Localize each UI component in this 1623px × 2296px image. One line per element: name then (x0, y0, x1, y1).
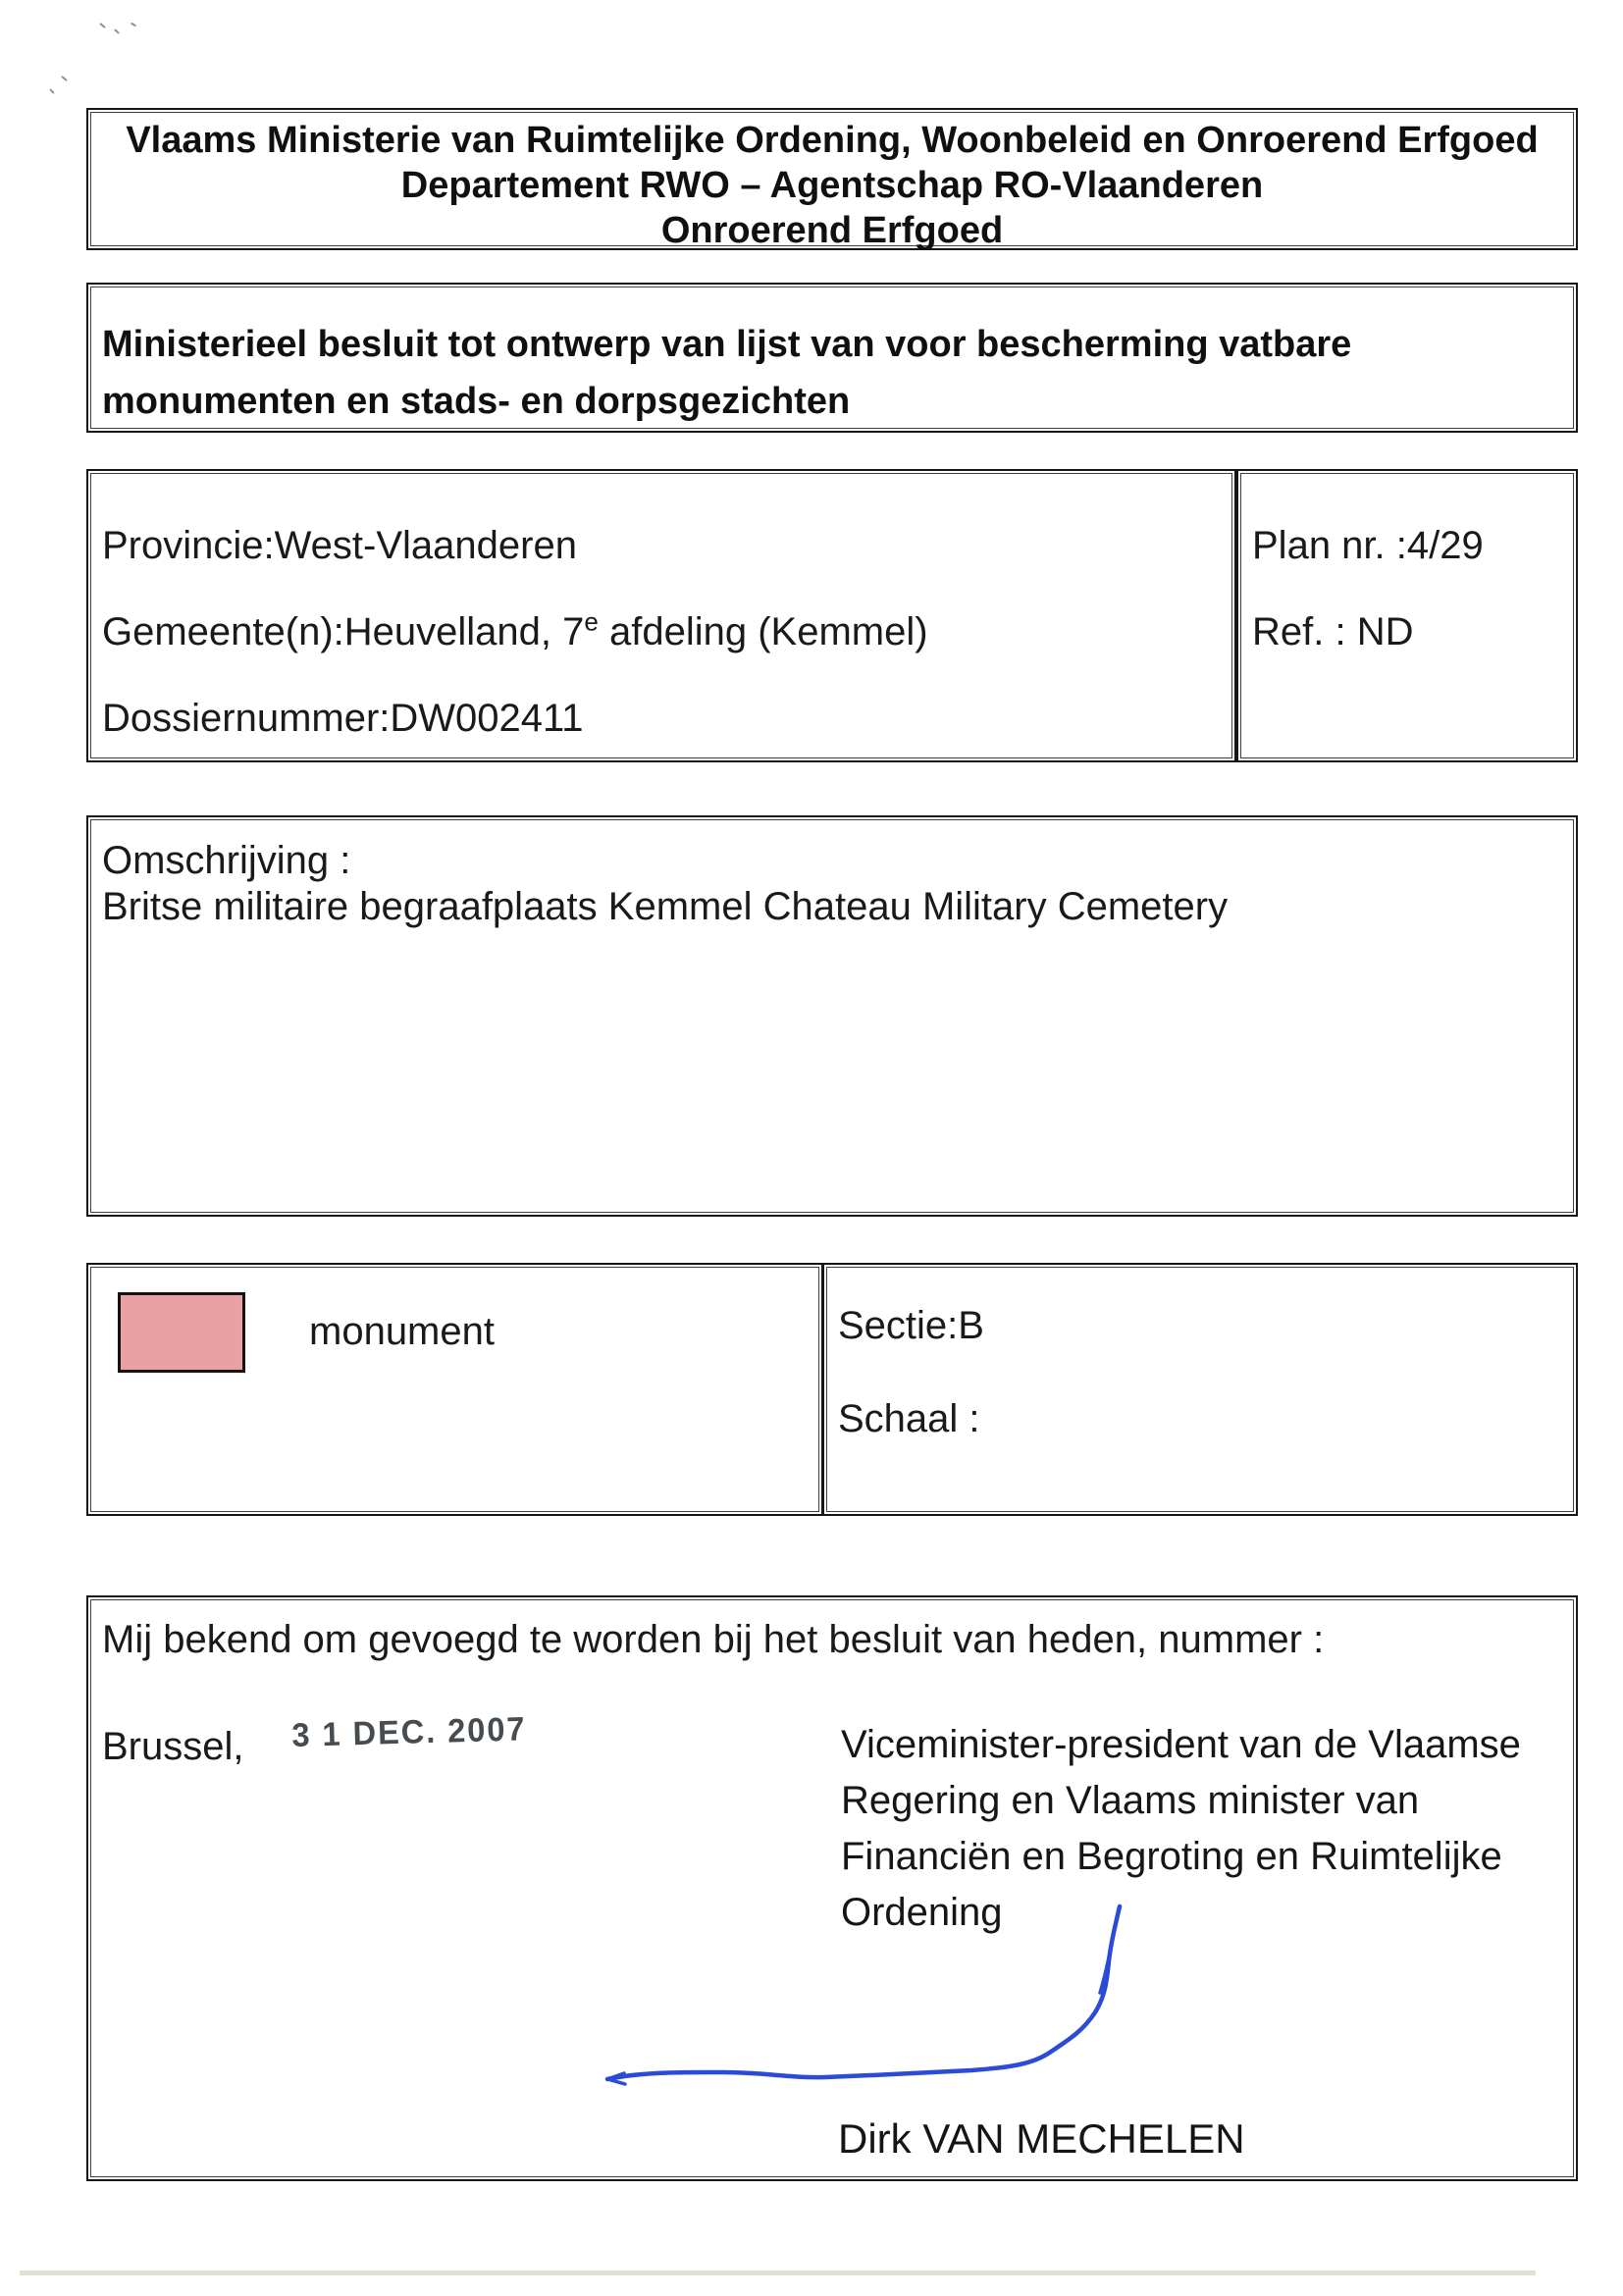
decree-title-line2: monumenten en stads- en dorpsgezichten (102, 381, 851, 422)
ref-field: Ref. : ND (1252, 610, 1414, 653)
omschrijving-box (86, 815, 1578, 1217)
legend-box (86, 1263, 823, 1516)
scan-artifact-line (20, 2270, 1536, 2275)
monument-color-swatch (118, 1292, 245, 1373)
gemeente-suffix: afdeling (Kemmel) (598, 610, 928, 653)
dossier-info-box (86, 469, 1236, 762)
place-label: Brussel, (102, 1725, 244, 1768)
gemeente-superscript: e (584, 606, 599, 637)
legend-label: monument (309, 1310, 495, 1353)
scan-speck (61, 76, 68, 81)
ministry-name: Vlaams Ministerie van Ruimtelijke Ordening, Woonbeleid en Onroerend Erfgoed (126, 120, 1539, 161)
minister-title-line2: Regering en Vlaams minister van (841, 1779, 1420, 1822)
minister-title-line4: Ordening (841, 1891, 1003, 1934)
scan-speck (131, 23, 136, 27)
closing-box (86, 1595, 1578, 2181)
date-stamp: 3 1 DEC. 2007 (290, 1710, 527, 1755)
omschrijving-value: Britse militaire begraafplaats Kemmel Chateau Military Cemetery (102, 885, 1229, 928)
agency-name: Onroerend Erfgoed (660, 210, 1004, 251)
decree-title-line1: Ministerieel besluit tot ontwerp van lijst van voor bescherming vatbare (102, 324, 1352, 365)
signer-name: Dirk VAN MECHELEN (838, 2115, 1245, 2162)
minister-title-line1: Viceminister-president van de Vlaamse (841, 1723, 1521, 1766)
dossiernummer-field: Dossiernummer:DW002411 (102, 697, 584, 740)
plan-ref-box (1236, 469, 1578, 762)
signature-stroke (607, 1906, 1120, 2079)
closing-statement: Mij bekend om gevoegd te worden bij het besluit van heden, nummer : (102, 1618, 1325, 1661)
decree-title-box (86, 283, 1578, 433)
scan-speck (49, 88, 55, 94)
gemeente-field (102, 608, 928, 655)
plan-nr-field: Plan nr. :4/29 (1252, 524, 1484, 567)
sectie-field: Sectie:B (838, 1304, 984, 1347)
provincie-field: Provincie:West-Vlaanderen (102, 524, 577, 567)
schaal-field: Schaal : (838, 1397, 980, 1440)
omschrijving-label: Omschrijving : (102, 839, 351, 882)
ministry-header-box (86, 108, 1578, 250)
gemeente-prefix: Gemeente(n):Heuvelland, 7 (102, 610, 585, 653)
signature (551, 1892, 1179, 2098)
scan-speck (114, 28, 120, 34)
scan-speck (99, 23, 106, 28)
minister-title-line3: Financiën en Begroting en Ruimtelijke (841, 1835, 1502, 1878)
sectie-schaal-box (822, 1263, 1578, 1516)
department-name: Departement RWO – Agentschap RO-Vlaanderen (400, 165, 1264, 206)
